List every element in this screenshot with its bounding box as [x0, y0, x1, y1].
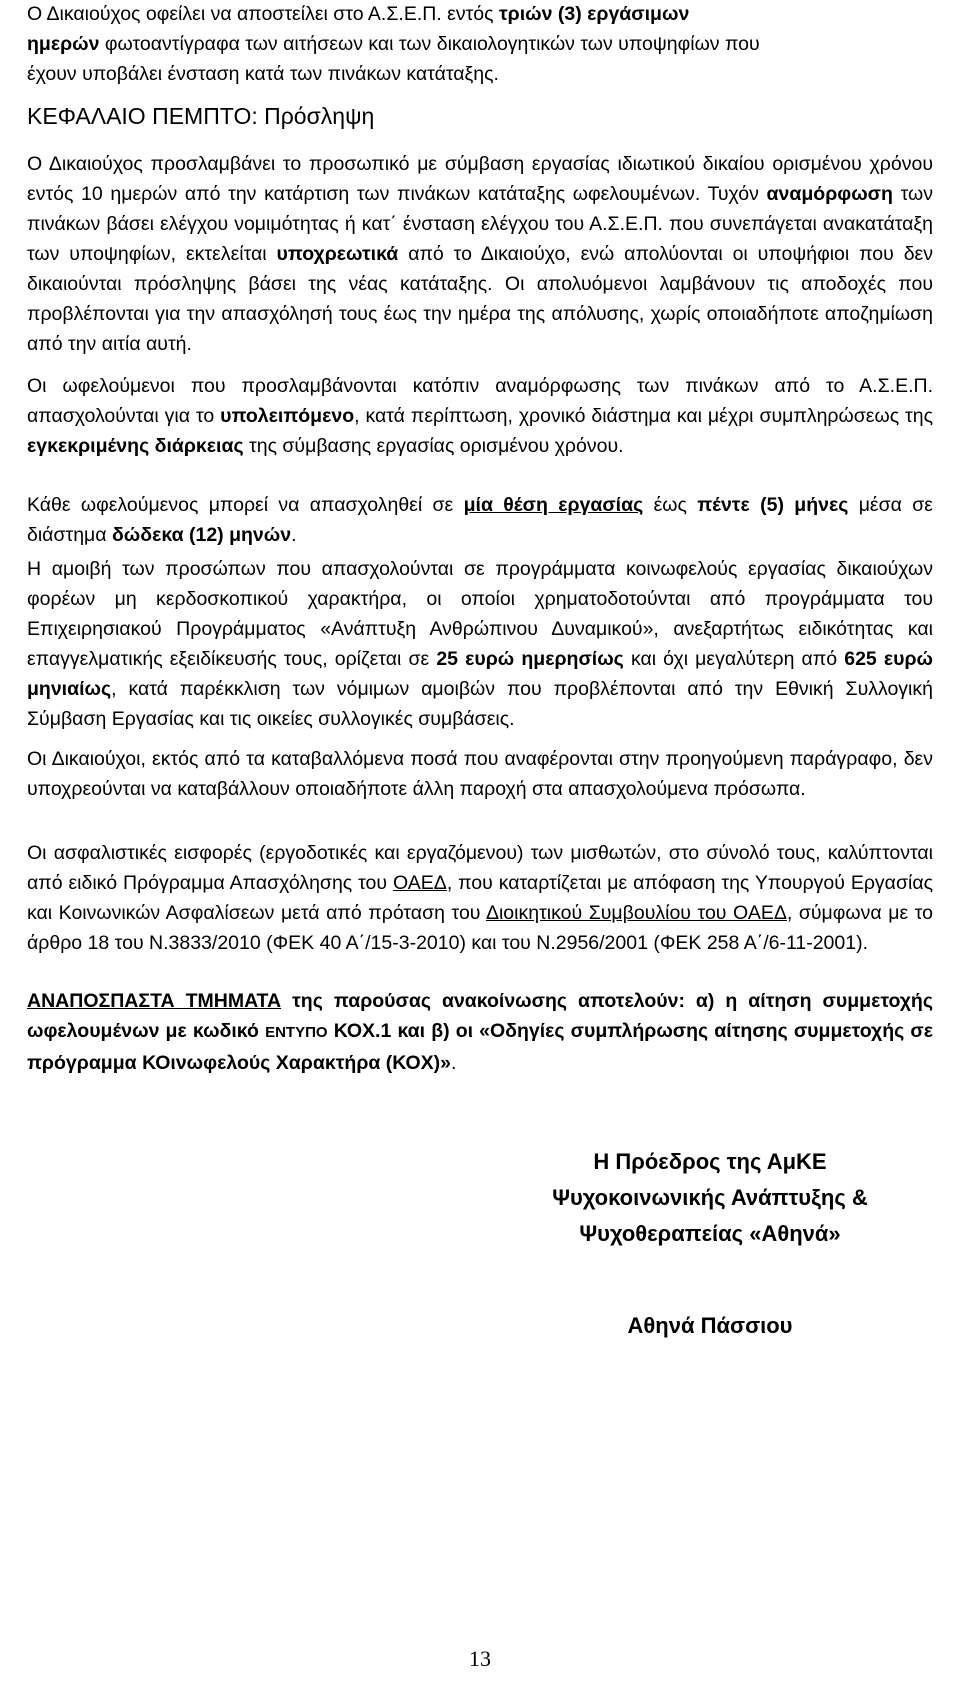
- signature-name: Αθηνά Πάσσιου: [627, 1313, 793, 1338]
- chapter-heading: ΚΕΦΑΛΑΙΟ ΠΕΜΠΤΟ: Πρόσληψη: [27, 103, 375, 129]
- paragraph-hiring: Ο Δικαιούχος προσλαμβάνει το προσωπικό με σύμβαση εργασίας ιδιωτικού δικαίου ορισμένου χρόνου εντός 10 ημερών από την κατάρτιση των πινάκων κατάταξης ωφελουμένων. Τυχόν αναμόρφωση των πινάκων βάσει ελέγχου νομιμότητας ή κατ΄ ένσταση ελέγχου του Α.Σ.Ε.Π. που συνεπάγεται ανακατάταξη των υποψηφίων, εκτελείται υποχρεωτικά από το Δικαιούχο, ενώ απολύονται οι υποψήφιοι που δεν δικαιούνται πρόσληψης βάσει της νέας κατάταξης. Οι απολυόμενοι λαμβάνουν τις αποδοχές που προβλέπονται για την απασχόλησή τους έως την ημέρα της απόλυσης, χωρίς οποιαδήποτε αποζημίωση από την αιτία αυτή.: [27, 153, 934, 355]
- paragraph-no-other-benefits: Οι Δικαιούχοι, εκτός από τα καταβαλλόμενα ποσά που αναφέρονται στην προηγούμενη παράγραφο, δεν υποχρεούνται να καταβάλλουν οποιαδήποτε άλλη παροχή στα απασχολούμενα πρόσωπα.: [27, 748, 933, 800]
- paragraph-reassessment-employment: Οι ωφελούμενοι που προσλαμβάνονται κατόπιν αναμόρφωσης των πινάκων από το Α.Σ.Ε.Π. απασχολούνται για το υπολειπόμενο, κατά περίπτωση, χρονικό διάστημα και μέχρι συμπληρώσεως της εγκεκριμένης διάρκειας της σύμβασης εργασίας ορισμένου χρόνου.: [27, 375, 933, 457]
- paragraph-integral-parts: ΑΝΑΠΟΣΠΑΣΤΑ ΤΜΗΜΑΤΑ της παρούσας ανακοίνωσης αποτελούν: α) η αίτηση συμμετοχής ωφελουμένων με κωδικό ΕΝΤΥΠΟ ΚΟΧ.1 και β) οι «Οδηγίες συμπλήρωσης αίτησης συμμετοχής σε πρόγραμμα ΚΟινωφελούς Χαρακτήρα (ΚΟΧ)».: [27, 990, 933, 1074]
- paragraph-submission-deadline: Ο Δικαιούχος οφείλει να αποστείλει στο Α.Σ.Ε.Π. εντός τριών (3) εργάσιμων ημερών φωτοαντίγραφα των αιτήσεων και των δικαιολογητικών των υποψηφίων που έχουν υποβάλει ένσταση κατά των πινάκων κατάταξης.: [27, 3, 760, 85]
- paragraph-employment-limit: Κάθε ωφελούμενος μπορεί να απασχοληθεί σε μία θέση εργασίας έως πέντε (5) μήνες μέσα σε διάστημα δώδεκα (12) μηνών.: [27, 494, 933, 546]
- paragraph-remuneration: Η αμοιβή των προσώπων που απασχολούνται σε προγράμματα κοινωφελούς εργασίας δικαιούχων φορέων μη κερδοσκοπικού χαρακτήρα, οι οποίοι χρηματοδοτούνται από προγράμματα του Επιχειρησιακού Προγράμματος «Ανάπτυξη Ανθρώπινου Δυναμικού», ανεξαρτήτως ειδικότητας και επαγγελματικής εξειδίκευσής τους, ορίζεται σε 25 ευρώ ημερησίως και όχι μεγαλύτερη από 625 ευρώ μηνιαίως, κατά παρέκκλιση των νόμιμων αμοιβών που προβλέπονται από την Εθνική Συλλογική Σύμβαση Εργασίας και τις οικείες συλλογικές συμβάσεις.: [27, 558, 934, 730]
- signature-title: Η Πρόεδρος της ΑμΚΕ Ψυχοκοινωνικής Ανάπτυξης & Ψυχοθεραπείας «Αθηνά»: [552, 1149, 868, 1246]
- paragraph-insurance-contributions: Οι ασφαλιστικές εισφορές (εργοδοτικές και εργαζόμενου) των μισθωτών, στο σύνολό τους, καλύπτονται από ειδικό Πρόγραμμα Απασχόλησης του ΟΑΕΔ, που καταρτίζεται με απόφαση της Υπουργού Εργασίας και Κοινωνικών Ασφαλίσεων μετά από πρόταση του Διοικητικού Συμβουλίου του ΟΑΕΔ, σύμφωνα με το άρθρο 18 του Ν.3833/2010 (ΦΕΚ 40 Α΄/15-3-2010) και του Ν.2956/2001 (ΦΕΚ 258 Α΄/6-11-2001).: [27, 842, 933, 954]
- page-number: 13: [469, 1646, 491, 1671]
